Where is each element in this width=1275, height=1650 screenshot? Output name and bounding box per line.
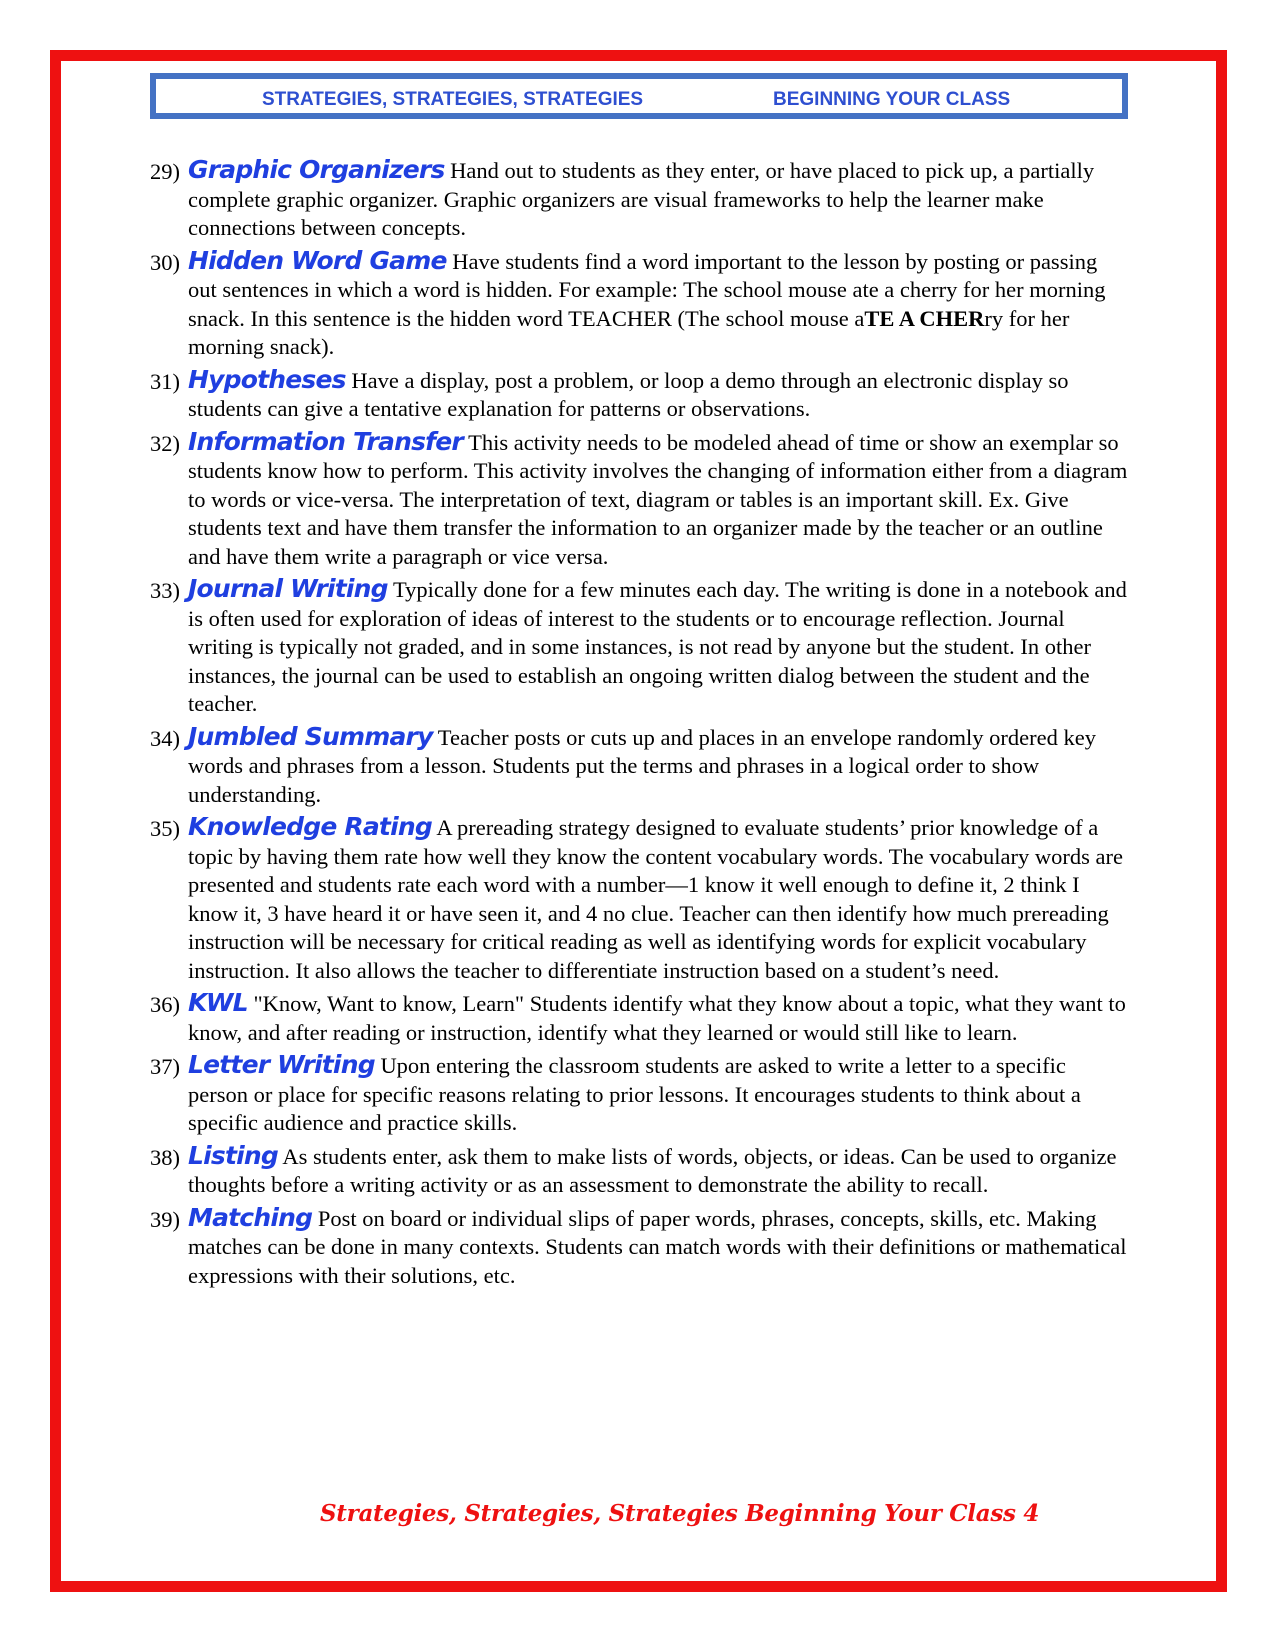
list-item xyxy=(150,1204,1130,1291)
page-header xyxy=(150,73,1128,119)
strategy-description: This activity needs to be modeled ahead of time or show an exemplar so students know how to perform. This activity involves the changing of information either from a diagram to words or vice-versa. The interpretation of text, diagram or tables is an important skill. Ex. Give students text and have them transfer the information to an organizer made by the teacher or an outline and have them write a paragraph or vice versa. xyxy=(188,429,1128,569)
item-number: 36) xyxy=(150,992,180,1017)
strategy-term: Information Transfer xyxy=(188,426,463,456)
item-number: 32) xyxy=(150,430,180,456)
list-item xyxy=(150,1051,1130,1138)
strategy-description: Upon entering the classroom students are asked to write a letter to a specific person or place for specific reasons relating to prior lessons. It encourages students to think about a specific audience and practice skills. xyxy=(188,1053,1081,1135)
strategy-description: Have students find a word important to the lesson by posting or passing out sentences in which a word is hidden. For example: The school mouse ate a cherry for her morning snack. In this sentence is the hidden word TEACHER (The school mouse a xyxy=(188,248,1106,331)
strategy-term: Letter Writing xyxy=(188,1050,375,1079)
item-number: 37) xyxy=(150,1054,180,1079)
strategy-term: Journal Writing xyxy=(188,574,388,603)
strategy-description: A prereading strategy designed to evaluate students’ prior knowledge of a topic by having them rate how well they know the content vocabulary words. The vocabulary words are presented and students rate each word with a number—1 know it well enough to define it, 2 think I know it, 3 have heard it or have seen it, and 4 no clue. Teacher can then identify how much prereading instruction will be necessary for critical reading as well as identifying words for explicit vocabulary instruction. It also allows the teacher to differentiate instruction based on a student’s need. xyxy=(188,815,1123,983)
strategy-term: Hypotheses xyxy=(188,364,346,394)
item-number: 39) xyxy=(150,1206,180,1232)
item-number: 34) xyxy=(150,725,180,751)
strategy-description: Have a display, post a problem, or loop a demo through an electronic display so students can give a tentative explanation for patterns or observations. xyxy=(188,367,1069,421)
strategy-term: Knowledge Rating xyxy=(188,812,432,841)
hidden-word-highlight: TE A CHER xyxy=(864,305,985,331)
header-left-title: STRATEGIES, STRATEGIES, STRATEGIES xyxy=(262,89,644,110)
item-number: 30) xyxy=(150,249,180,275)
strategy-description: Post on board or individual slips of paper words, phrases, concepts, skills, etc. Making matches can be done in many contexts. Students can match words with their definitions or mathematical expressions with their solutions, etc. xyxy=(188,1205,1127,1288)
list-item xyxy=(150,989,1130,1047)
strategy-description: As students enter, ask them to make lists of words, objects, or ideas. Can be used to organize thoughts before a writing activity or as an assessment to demonstrate the ability to recall. xyxy=(188,1143,1117,1197)
strategy-term: Graphic Organizers xyxy=(188,155,445,184)
strategy-term: KWL xyxy=(188,988,248,1017)
list-item xyxy=(150,156,1130,243)
strategy-description: Teacher posts or cuts up and places in an envelope randomly ordered key words and phrases from a lesson. Students put the terms and phrases in a logical order to show understanding. xyxy=(188,724,1096,807)
item-number: 35) xyxy=(150,816,180,841)
item-number: 29) xyxy=(150,159,180,184)
item-number: 38) xyxy=(150,1144,180,1170)
list-item xyxy=(150,1142,1130,1200)
strategy-list xyxy=(150,156,1130,1294)
strategy-term: Hidden Word Game xyxy=(188,245,447,275)
header-right-title: BEGINNING YOUR CLASS xyxy=(773,89,1011,110)
list-item xyxy=(150,247,1130,362)
strategy-term: Matching xyxy=(188,1202,313,1232)
strategy-description-continued: ry for her morning snack). xyxy=(188,305,1070,359)
strategy-description: Hand out to students as they enter, or have placed to pick up, a partially complete graphic organizer. Graphic organizers are visual frameworks to help the learner make connections between concepts. xyxy=(188,158,1095,240)
item-number: 31) xyxy=(150,368,180,394)
list-item xyxy=(150,813,1130,985)
strategy-term: Listing xyxy=(188,1140,278,1170)
strategy-term: Jumbled Summary xyxy=(188,721,433,751)
list-item xyxy=(150,575,1130,719)
page-footer: Strategies, Strategies, Strategies Beginning Your Class 4 xyxy=(320,1500,1040,1527)
item-number: 33) xyxy=(150,578,180,603)
list-item xyxy=(150,723,1130,810)
list-item xyxy=(150,366,1130,424)
list-item xyxy=(150,428,1130,572)
strategy-description: Typically done for a few minutes each day. The writing is done in a notebook and is often used for exploration of ideas of interest to the students or to encourage reflection. Journal writing is typically not graded, and in some instances, is not read by anyone but the student. In other instances, the journal can be used to establish an ongoing written dialog between the student and the teacher. xyxy=(188,577,1127,716)
strategy-description: "Know, Want to know, Learn" Students identify what they know about a topic, what they want to know, and after reading or instruction, identify what they learned or would still like to learn. xyxy=(188,991,1126,1045)
